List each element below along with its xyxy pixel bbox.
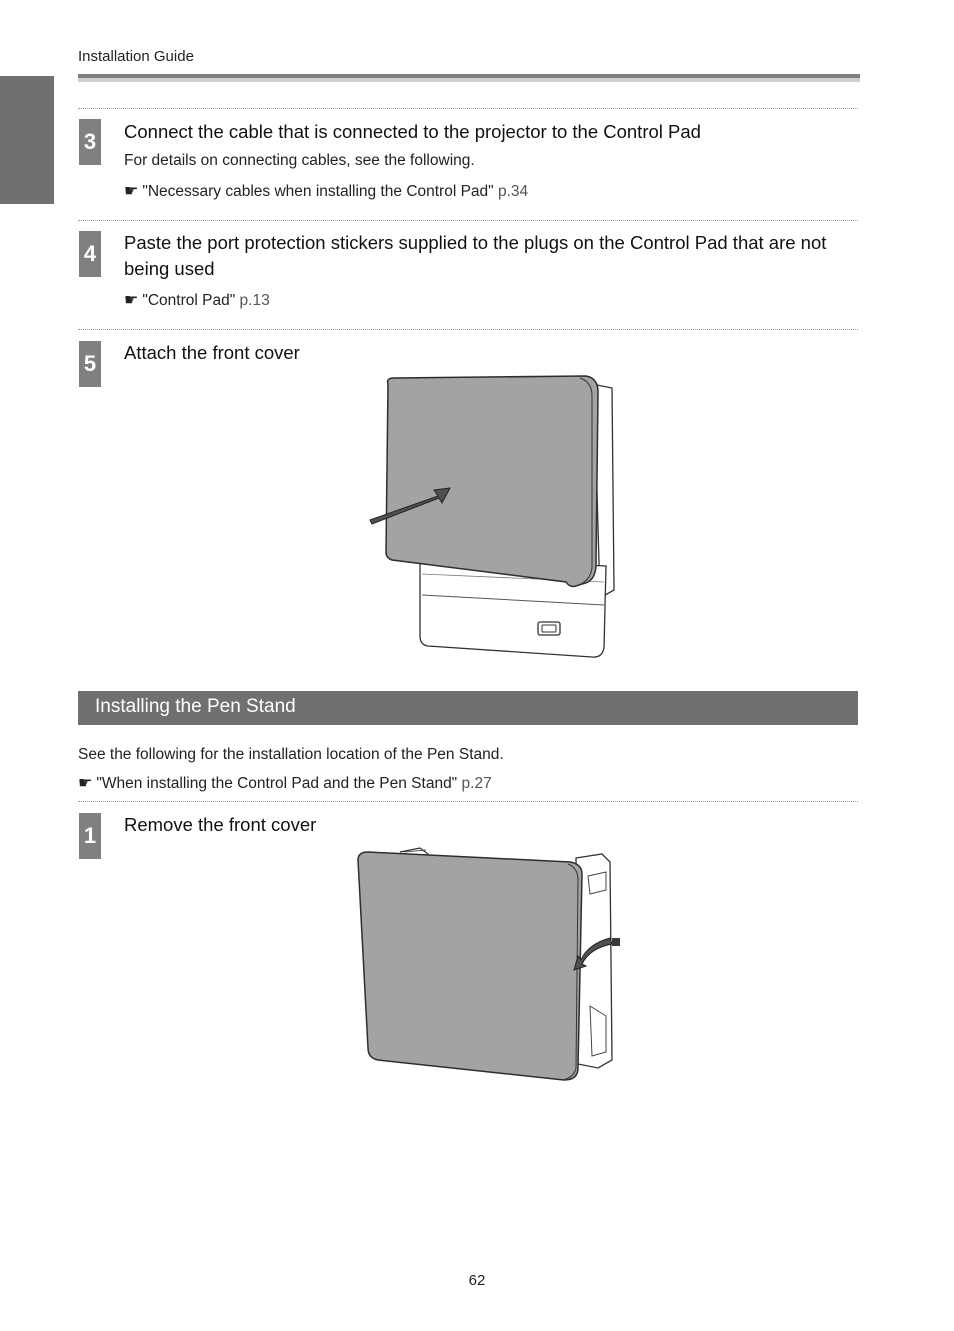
remove-front-cover-illustration xyxy=(350,846,620,1086)
page-number: 62 xyxy=(468,1272,486,1289)
step-divider xyxy=(78,108,858,109)
xref-page-link[interactable]: p.34 xyxy=(497,183,529,200)
xref-page-link[interactable]: p.27 xyxy=(461,775,492,792)
pointing-hand-icon: ☛ xyxy=(124,292,139,309)
step-number-1: 1 xyxy=(79,813,101,859)
step-1-title: Remove the front cover xyxy=(124,814,317,835)
step-divider xyxy=(78,801,858,802)
step-number-4: 4 xyxy=(79,231,101,277)
step-4-title: Paste the port protection stickers supplied to the plugs on the Control Pad that are not being used xyxy=(124,232,827,279)
xref-necessary-cables[interactable] xyxy=(124,181,528,201)
step-number-5: 5 xyxy=(79,341,101,387)
section-intro: See the following for the installation location of the Pen Stand. xyxy=(78,746,504,763)
step-divider xyxy=(78,220,858,221)
step-5-title: Attach the front cover xyxy=(124,342,300,363)
section-title: Installing the Pen Stand xyxy=(95,696,296,717)
step-number-3: 3 xyxy=(79,119,101,165)
chapter-side-tab xyxy=(0,76,54,204)
pointing-hand-icon: ☛ xyxy=(124,183,139,200)
section-header-bar xyxy=(78,691,858,725)
xref-text[interactable]: "Necessary cables when installing the Control Pad" xyxy=(142,183,494,200)
attach-front-cover-illustration xyxy=(360,370,630,662)
pointing-hand-icon: ☛ xyxy=(78,775,93,792)
step-3-detail: For details on connecting cables, see the following. xyxy=(124,152,475,169)
header-title: Installation Guide xyxy=(78,48,194,65)
xref-text[interactable]: "When installing the Control Pad and the Pen Stand" xyxy=(96,775,458,792)
step-divider xyxy=(78,329,858,330)
xref-control-pad[interactable] xyxy=(124,290,270,310)
xref-page-link[interactable]: p.13 xyxy=(239,292,270,309)
xref-when-installing[interactable] xyxy=(78,773,492,793)
step-3-title: Connect the cable that is connected to the projector to the Control Pad xyxy=(124,121,701,142)
xref-text[interactable]: "Control Pad" xyxy=(142,292,236,309)
header-rule xyxy=(78,74,860,82)
